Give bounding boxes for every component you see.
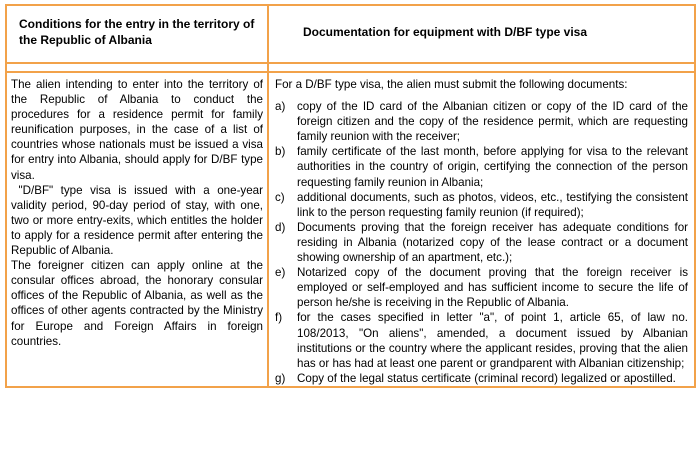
document-item bbox=[275, 371, 688, 386]
document-item bbox=[275, 310, 688, 370]
document-item-label: b) bbox=[275, 145, 286, 159]
conditions-cell bbox=[6, 72, 268, 387]
documentation-intro: For a D/BF type visa, the alien must submit the following documents: bbox=[275, 78, 628, 91]
document-item bbox=[275, 99, 688, 144]
visa-info-table bbox=[5, 4, 696, 388]
document-item-label: g) bbox=[275, 371, 286, 385]
document-item-label: d) bbox=[275, 220, 286, 234]
document-item-label: a) bbox=[275, 100, 286, 114]
documentation-cell bbox=[268, 72, 695, 387]
spacer-cell-left bbox=[6, 63, 268, 72]
document-item-text: additional documents, such as photos, videos, etc., testifying the consistent link to the person requesting family reunion (if required); bbox=[297, 190, 688, 219]
document-item bbox=[275, 220, 688, 265]
content-row bbox=[6, 72, 695, 387]
document-item-label: f) bbox=[275, 311, 283, 325]
document-item bbox=[275, 190, 688, 220]
documents-list bbox=[275, 99, 688, 386]
document-item bbox=[275, 265, 688, 310]
document-item-label: e) bbox=[275, 266, 286, 280]
document-item-text: for the cases specified in letter "a", of point 1, article 65, of law no. 108/2013, "On aliens", amended, a document issued by Albanian institutions or the country where the applicant resides, proving that the alien has or has had at least one parent or grandparent with Albanian citizenship; bbox=[297, 311, 688, 370]
header-conditions: Conditions for the entry in the territory of the Republic of Albania bbox=[6, 5, 268, 63]
document-item-text: Notarized copy of the document proving that the foreign receiver is employed or self-employed and has sufficient income to secure the life of person he/she is receiving in the Republic of Albania. bbox=[297, 266, 688, 310]
spacer-cell-right bbox=[268, 63, 695, 72]
conditions-paragraph: "D/BF" type visa is issued with a one-year validity period, 90-day period of stay, with one, two or more entry-exits, which entitles the holder to apply for a residence permit after entering the Republic of Albania. bbox=[11, 183, 267, 258]
document-item-label: c) bbox=[275, 190, 285, 204]
document-item bbox=[275, 144, 688, 189]
header-row bbox=[6, 5, 695, 63]
document-item-text: Copy of the legal status certificate (criminal record) legalized or apostilled. bbox=[297, 371, 676, 385]
document-item-text: family certificate of the last month, before applying for visa to the relevant authorities in the country of origin, certifying the connection of the person requesting family reunion in Albania; bbox=[297, 145, 688, 189]
visa-info-table-container bbox=[5, 4, 694, 388]
spacer-row bbox=[6, 63, 695, 72]
document-item-text: Documents proving that the foreign receiver has adequate conditions for residing in Albania (notarized copy of the lease contract or a document showing ownership of an apartment, etc.); bbox=[297, 220, 688, 265]
header-documentation: Documentation for equipment with D/BF type visa bbox=[268, 5, 695, 63]
conditions-paragraph: The alien intending to enter into the territory of the Republic of Albania to conduct the procedures for a residence permit for family reunification purposes, in the case of a list of countries whose nationals must be issued a visa for entry into Albania, should apply for D/BF type visa. bbox=[11, 78, 263, 182]
conditions-paragraph: The foreigner citizen can apply online at the consular offices abroad, the honorary consular offices of the Republic of Albania, as well as the offices of other agents contracted by the Ministry for Europe and Foreign Affairs in foreign countries. bbox=[11, 259, 263, 348]
document-item-text: copy of the ID card of the Albanian citizen or copy of the ID card of the foreign citizen and the copy of the residence permit, which are requesting family reunion with the receiver; bbox=[297, 100, 688, 144]
